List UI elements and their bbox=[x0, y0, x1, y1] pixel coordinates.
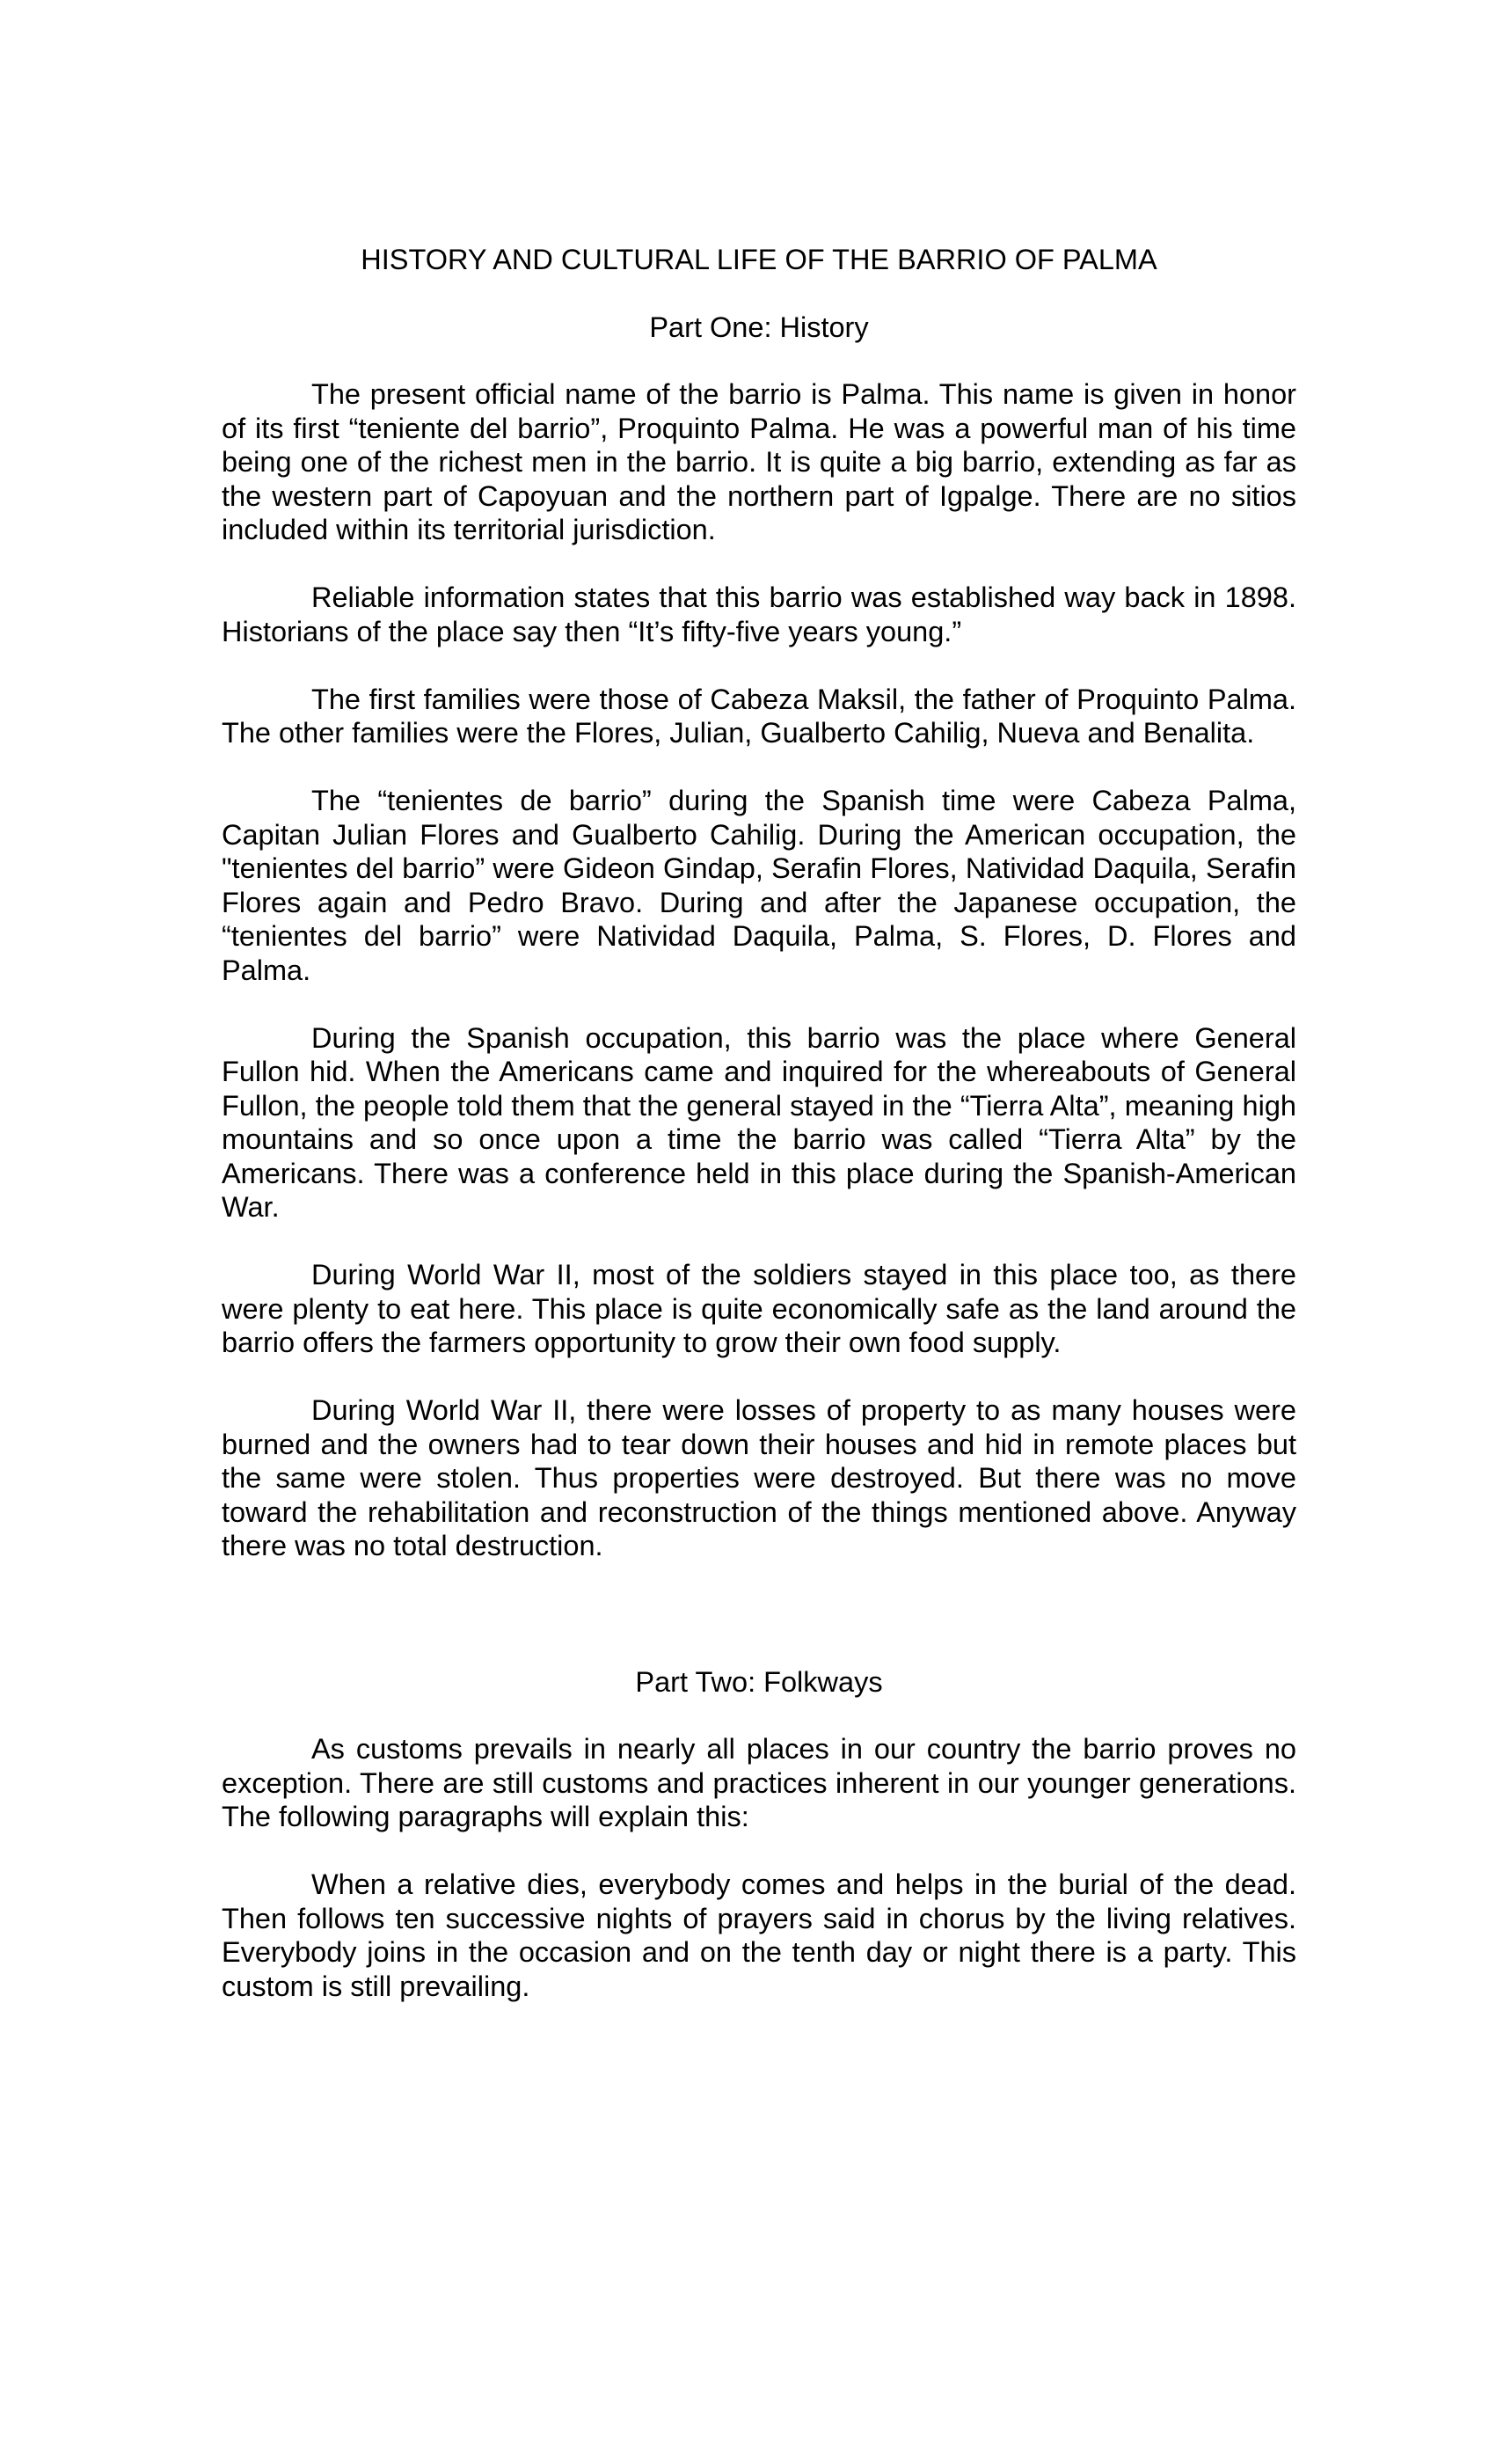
paragraph: The first families were those of Cabeza Maksil, the father of Proquinto Palma. The other families were the Flores, Julian, Gualberto Cahilig, Nueva and Benalita. bbox=[222, 683, 1296, 749]
paragraph: The “tenientes de barrio” during the Spanish time were Cabeza Palma, Capitan Julian Flores and Gualberto Cahilig. During the American occupation, the "tenientes del barrio” were Gideon Gindap, Serafin Flores, Natividad Daquila, Serafin Flores again and Pedro Bravo. During and after the Japanese occupation, the “tenientes del barrio” were Natividad Daquila, Palma, S. Flores, D. Flores and Palma. bbox=[222, 785, 1296, 986]
part-one-heading: Part One: History bbox=[649, 311, 869, 343]
paragraph: When a relative dies, everybody comes and helps in the burial of the dead. Then follows ten successive nights of prayers said in chorus by the living relatives. Everybody joins in the occasion and on the tenth day or night there is a party. This custom is still prevailing. bbox=[222, 1868, 1296, 2002]
paragraph: During World War II, there were losses of property to as many houses were burned and the owners had to tear down their houses and hid in remote places but the same were stolen. Thus properties were destroyed. But there was no move toward the rehabilitation and reconstruction of the things mentioned above. Anyway there was no total destruction. bbox=[222, 1394, 1296, 1561]
paragraph: During the Spanish occupation, this barrio was the place where General Fullon hid. When the Americans came and inquired for the whereabouts of General Fullon, the people told them that the general stayed in the “Tierra Alta”, meaning high mountains and so once upon a time the barrio was called “Tierra Alta” by the Americans. There was a conference held in this place during the Spanish-American War. bbox=[222, 1021, 1296, 1223]
paragraph: During World War II, most of the soldiers stayed in this place too, as there were plenty to eat here. This place is quite economically safe as the land around the barrio offers the farmers opportunity to grow their own food supply. bbox=[222, 1259, 1296, 1358]
part-two-heading: Part Two: Folkways bbox=[635, 1665, 883, 1698]
document-title: HISTORY AND CULTURAL LIFE OF THE BARRIO OF PALMA bbox=[361, 244, 1157, 275]
paragraph: The present official name of the barrio is Palma. This name is given in honor of its first “teniente del barrio”, Proquinto Palma. He was a powerful man of his time being one of the richest men in the barrio. It is quite a big barrio, extending as far as the western part of Capoyuan and the northern part of Igpalge. There are no sitios included within its territorial jurisdiction. bbox=[222, 378, 1296, 545]
paragraph: As customs prevails in nearly all places in our country the barrio proves no exception. There are still customs and practices inherent in our younger generations. The following paragraphs will explain this: bbox=[222, 1733, 1296, 1832]
paragraph: Reliable information states that this barrio was established way back in 1898. Historians of the place say then “It’s fifty-five years young.” bbox=[222, 581, 1296, 647]
document-body bbox=[222, 243, 1296, 2037]
